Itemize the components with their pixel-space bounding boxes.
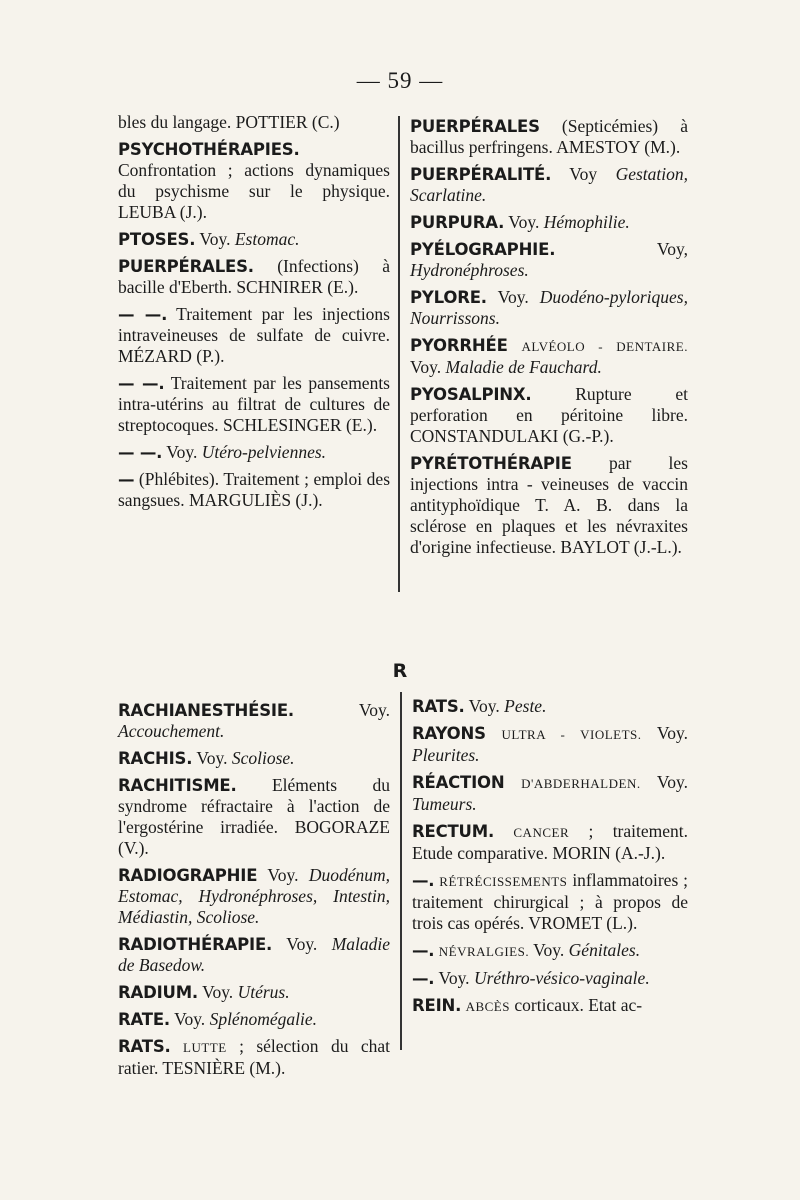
index-entry — [118, 304, 390, 367]
entry-reference: Gestation, Scarlatine. — [410, 164, 689, 205]
entry-heading: PSYCHOTHÉRAPIES. — [118, 140, 300, 159]
index-entry — [410, 116, 688, 158]
entry-reference: Hémophilie. — [543, 212, 630, 232]
entry-heading: RACHIS. — [118, 749, 193, 768]
entry-heading: PYLORE. — [410, 288, 487, 307]
entry-heading: RÉACTION — [412, 773, 505, 792]
entry-text: Voy. — [174, 1009, 206, 1029]
entry-reference: Peste. — [504, 696, 547, 716]
entry-reference: Duodéno-pyloriques, Nourrissons. — [410, 287, 688, 328]
entry-text: Rupture et perforation en péritoine libre. CONSTANDULAKI (G.-P.). — [410, 384, 688, 446]
entry-heading: RACHITISME. — [118, 776, 237, 795]
entry-text: Voy. — [166, 442, 198, 462]
entry-text: bles du langage. POTTIER (C.) — [118, 112, 340, 132]
entry-text: Traitement par les injections intraveineuses de sulfate de cuivre. MÉZARD (P.). — [118, 304, 390, 366]
entry-reference: Utéro-pelviennes. — [201, 442, 327, 462]
entry-text: Voy. — [286, 934, 318, 954]
entry-heading: RATE. — [118, 1010, 170, 1029]
index-entry — [412, 995, 688, 1017]
index-entry — [118, 442, 390, 463]
index-entry — [118, 865, 390, 928]
entry-heading: PYRÉTOTHÉRAPIE — [410, 454, 572, 473]
entry-text: Voy. — [202, 982, 234, 1002]
entry-heading: — —. — [118, 305, 168, 324]
entry-subheading: D'ABDERHALDEN. — [521, 776, 641, 791]
index-entry — [410, 384, 688, 447]
entry-heading: PTOSES. — [118, 230, 196, 249]
index-entry — [118, 139, 390, 223]
index-entry — [118, 469, 390, 511]
index-entry — [118, 982, 390, 1003]
index-entry — [412, 696, 688, 717]
entry-heading: RADIOTHÉRAPIE. — [118, 935, 273, 954]
entry-heading: PURPURA. — [410, 213, 505, 232]
entry-heading: RADIOGRAPHIE — [118, 866, 258, 885]
entry-text: ; sélection du chat ratier. TESNIÈRE (M.). — [118, 1036, 390, 1078]
index-entry — [412, 870, 688, 934]
entry-subheading: ULTRA - VIOLETS. — [501, 727, 642, 742]
entry-heading: PUERPÉRALITÉ. — [410, 165, 552, 184]
index-entry — [410, 212, 688, 233]
entry-text: par les injections intra - veineuses de vaccin antityphoïdique T. A. B. dans la sclérose en plaques et les névraxites d'origine infectieuse. BAYLOT (J.-L.). — [410, 453, 688, 557]
entry-subheading: ABCÈS — [465, 999, 510, 1014]
index-entry — [410, 453, 688, 558]
index-column-top-right — [410, 116, 688, 564]
entry-heading: PYÉLOGRAPHIE. — [410, 240, 556, 259]
entry-text: Voy, — [656, 239, 688, 259]
entry-subheading: NÉVRALGIES. — [438, 944, 530, 959]
index-column-bottom-right — [412, 696, 688, 1023]
index-entry — [118, 700, 390, 742]
entry-reference: Hydronéphroses. — [410, 260, 529, 280]
index-entry — [118, 1009, 390, 1030]
entry-subheading: LUTTE — [183, 1040, 227, 1055]
column-divider-top — [398, 116, 400, 592]
entry-heading: —. — [412, 871, 435, 890]
entry-reference: Maladie de Fauchard. — [445, 357, 602, 377]
entry-text: Voy. — [199, 229, 231, 249]
index-entry — [118, 373, 390, 436]
entry-subheading: CANCER — [513, 825, 570, 840]
entry-heading: RECTUM. — [412, 822, 495, 841]
index-entry — [410, 287, 688, 329]
entry-text: Voy. — [533, 940, 565, 960]
index-entry — [118, 934, 390, 976]
entry-text: Voy. — [497, 287, 529, 307]
entry-heading: PUERPÉRALES. — [118, 257, 254, 276]
entry-heading: PUERPÉRALES — [410, 117, 540, 136]
entry-text: Voy — [569, 164, 598, 184]
index-entry — [412, 940, 688, 962]
entry-reference: Duodénum, Estomac, Hydronéphroses, Intestin, Médiastin, Scoliose. — [118, 865, 391, 927]
entry-text: (Phlébites). Traitement ; emploi des sangsues. MARGULIÈS (J.). — [118, 469, 391, 510]
entry-reference: Splénomégalie. — [209, 1009, 317, 1029]
entry-text: Voy. — [410, 357, 442, 377]
entry-text: inflammatoires ; traitement chirurgical ; à propos de trois cas opérés. VROMET (L.). — [412, 870, 689, 933]
entry-text: ; traitement. Etude comparative. MORIN (A.-J.). — [412, 821, 689, 863]
index-entry — [412, 723, 688, 766]
entry-text: Voy. — [656, 772, 689, 792]
entry-reference: Uréthro-vésico-vaginale. — [473, 968, 650, 988]
entry-text: Voy. — [267, 865, 299, 885]
entry-reference: Pleurites. — [412, 745, 480, 765]
entry-heading: RATS. — [118, 1037, 171, 1056]
entry-reference: Estomac. — [234, 229, 300, 249]
index-entry — [412, 772, 688, 815]
entry-heading: — —. — [118, 443, 163, 462]
entry-heading: —. — [412, 969, 435, 988]
entry-heading: —. — [412, 941, 435, 960]
entry-heading: PYOSALPINX. — [410, 385, 532, 404]
entry-heading: RADIUM. — [118, 983, 198, 1002]
index-entry — [412, 821, 688, 864]
entry-heading: RAYONS — [412, 724, 486, 743]
index-entry — [410, 164, 688, 206]
index-entry — [118, 1036, 390, 1079]
entry-text: Eléments du syndrome réfractaire à l'action de l'ergostérine irradiée. BOGORAZE (V.). — [118, 775, 391, 858]
entry-text: Voy. — [438, 968, 470, 988]
index-entry — [410, 335, 688, 378]
entry-reference: Accouchement. — [118, 721, 225, 741]
entry-heading: — —. — [118, 374, 165, 393]
index-entry — [118, 229, 390, 250]
entry-text: Voy. — [358, 700, 390, 720]
entry-reference: Tumeurs. — [412, 794, 477, 814]
entry-heading: REIN. — [412, 996, 462, 1015]
entry-heading: — — [118, 470, 135, 489]
index-entry — [410, 239, 688, 281]
index-entry — [118, 775, 390, 859]
index-entry — [118, 256, 390, 298]
entry-heading: PYORRHÉE — [410, 336, 508, 355]
entry-reference: Maladie de Basedow. — [118, 934, 391, 975]
entry-subheading: ALVÉOLO - DENTAIRE. — [521, 339, 688, 354]
entry-text: (Septicémies) à bacillus perfringens. AMESTOY (M.). — [410, 116, 689, 157]
index-column-bottom-left — [118, 700, 390, 1085]
entry-text: Voy. — [468, 696, 500, 716]
page-number: — 59 — — [356, 68, 444, 93]
index-entry — [118, 112, 390, 133]
index-column-top-left — [118, 112, 390, 517]
index-entry — [118, 748, 390, 769]
entry-text: Traitement par les pansements intra-utérins au filtrat de cultures de streptocoques. SCHLESINGER (E.). — [118, 373, 390, 435]
index-entry — [412, 968, 688, 989]
entry-text: Voy. — [656, 723, 689, 743]
entry-text: corticaux. Etat ac- — [514, 995, 643, 1015]
entry-text: Voy. — [196, 748, 228, 768]
entry-heading: RACHIANESTHÉSIE. — [118, 701, 294, 720]
entry-text: Voy. — [508, 212, 540, 232]
entry-text: Confrontation ; actions dynamiques du psychisme sur le physique. LEUBA (J.). — [118, 160, 390, 222]
entry-heading: RATS. — [412, 697, 465, 716]
entry-reference: Utérus. — [237, 982, 290, 1002]
entry-text: (Infections) à bacille d'Eberth. SCHNIRER (E.). — [118, 256, 390, 297]
entry-reference: Scoliose. — [231, 748, 295, 768]
entry-reference: Génitales. — [568, 940, 641, 960]
column-divider-bottom — [400, 692, 402, 1050]
section-letter: R — [392, 660, 408, 682]
entry-subheading: RÉTRÉCISSEMENTS — [439, 874, 568, 889]
